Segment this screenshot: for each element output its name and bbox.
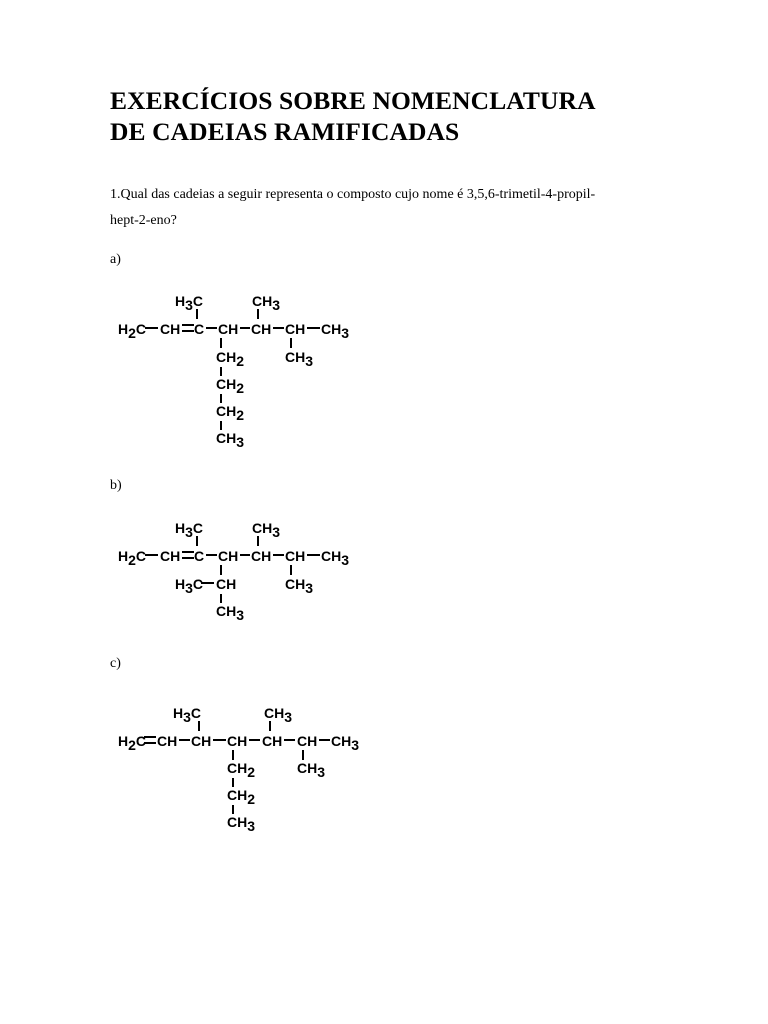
structure-b [100, 512, 380, 632]
atom-ch2-a-1: CH2 [216, 349, 245, 369]
atom-ch3-end-b: CH3 [321, 548, 350, 568]
atom-ch3-top-c: CH3 [264, 705, 293, 725]
atom-ch3-top-a: CH3 [252, 293, 281, 313]
question-text [110, 182, 670, 234]
question-line-1: 1.Qual das cadeias a seguir representa o composto cujo nome é 3,5,6-trimetil-4-propil- [110, 187, 596, 202]
atom-ch3-branch-a: CH3 [285, 349, 314, 369]
atom-ch-b-1: CH [160, 548, 181, 564]
atom-ch-a-3: CH [251, 321, 272, 337]
atom-ch3-top-b: CH3 [252, 520, 281, 540]
atom-ch-b-3: CH [251, 548, 272, 564]
atom-ch3-end-a: CH3 [321, 321, 350, 341]
question-line-2: hept-2-eno? [110, 213, 177, 228]
atom-ch3-end-c: CH3 [331, 733, 360, 753]
atom-h2c-b: H2C [118, 548, 147, 568]
atom-ch-c-4: CH [262, 733, 283, 749]
structure-c [100, 697, 390, 847]
atom-ch3-a-end: CH3 [216, 430, 245, 450]
atom-h2c-a: H2C [118, 321, 147, 341]
option-b-label: b) [110, 478, 122, 493]
page-title [110, 85, 710, 147]
atom-ch3-branch-b: CH3 [285, 576, 314, 596]
atom-ch3-c-end: CH3 [227, 814, 256, 834]
atom-ch3-branch-c: CH3 [297, 760, 326, 780]
atom-h3c-c: H3C [173, 705, 202, 725]
option-c-label: c) [110, 656, 121, 671]
atom-h2c-c: H2C [118, 733, 147, 753]
atom-ch-c-2: CH [191, 733, 212, 749]
atom-ch2-a-3: CH2 [216, 403, 245, 423]
title-line-2: DE CADEIAS RAMIFICADAS [110, 117, 460, 146]
atom-ch-a-4: CH [285, 321, 306, 337]
atom-ch-c-1: CH [157, 733, 178, 749]
atom-h3c-branch-b: H3C [175, 576, 204, 596]
atom-ch-b-2: CH [218, 548, 239, 564]
option-a-label: a) [110, 252, 121, 267]
atom-ch2-c-2: CH2 [227, 787, 256, 807]
atom-h3c-a: H3C [175, 293, 204, 313]
atom-h3c-b: H3C [175, 520, 204, 540]
atom-c-a: C [194, 321, 205, 337]
atom-ch-b-4: CH [285, 548, 306, 564]
atom-ch-c-3: CH [227, 733, 248, 749]
atom-ch-branch-b: CH [216, 576, 237, 592]
atom-c-b: C [194, 548, 205, 564]
atom-ch-a-1: CH [160, 321, 181, 337]
atom-ch-a-2: CH [218, 321, 239, 337]
atom-ch3-b-end: CH3 [216, 603, 245, 623]
atom-ch2-a-2: CH2 [216, 376, 245, 396]
atom-ch-c-5: CH [297, 733, 318, 749]
atom-ch2-c-1: CH2 [227, 760, 256, 780]
title-line-1: EXERCÍCIOS SOBRE NOMENCLATURA [110, 86, 596, 115]
structure-a [100, 285, 380, 455]
